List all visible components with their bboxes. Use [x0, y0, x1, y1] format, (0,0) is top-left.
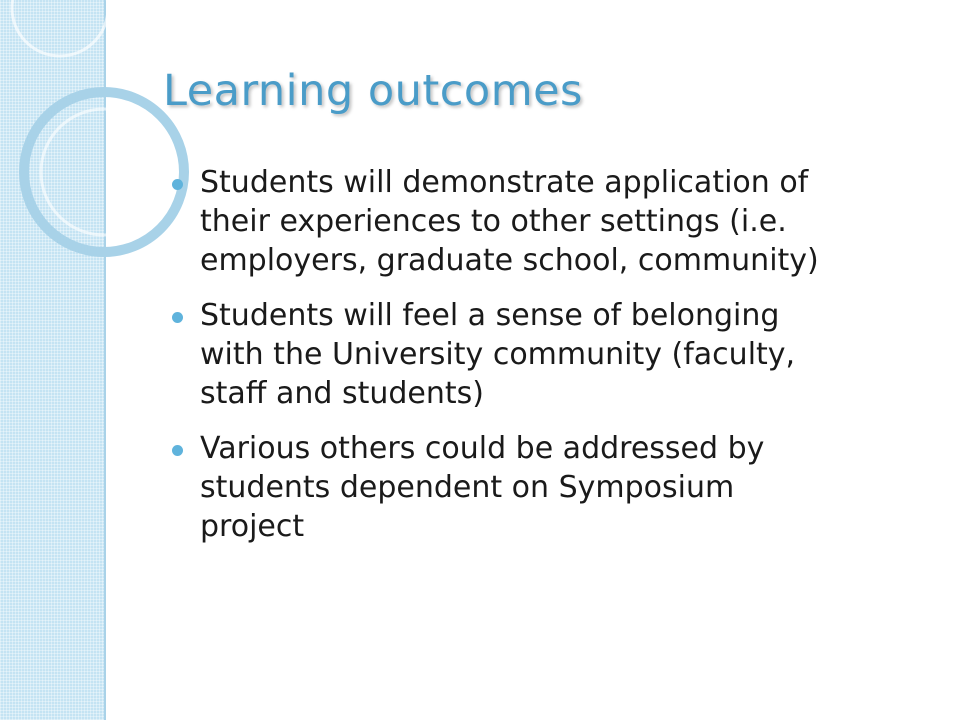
bullet-text-line: Various others could be addressed by [200, 431, 765, 466]
bullet-text-line: Students will demonstrate application of [200, 165, 809, 200]
slide-title: Learning outcomes [163, 66, 583, 116]
bullet-text-line: employers, graduate school, community) [200, 243, 819, 278]
bullet-text-line: with the University community (faculty, [200, 337, 796, 372]
bullet-item [172, 429, 912, 546]
bullet-dot-icon [172, 445, 183, 456]
bullet-text-line: project [200, 509, 305, 544]
ring-inner-icon [41, 109, 167, 235]
circle-rings-decoration [0, 0, 200, 260]
bullet-text-line: Students will feel a sense of belonging [200, 298, 780, 333]
ring-top-icon [12, 0, 108, 56]
bullet-dot-icon [172, 312, 183, 323]
bullet-item [172, 163, 912, 280]
bullet-item [172, 296, 912, 413]
bullet-text-line: students dependent on Symposium [200, 470, 735, 505]
bullet-text-line: staff and students) [200, 376, 484, 411]
ring-large-icon [24, 92, 184, 252]
bullet-text-line: their experiences to other settings (i.e. [200, 204, 787, 239]
bullet-dot-icon [172, 179, 183, 190]
bullet-list [172, 163, 912, 562]
